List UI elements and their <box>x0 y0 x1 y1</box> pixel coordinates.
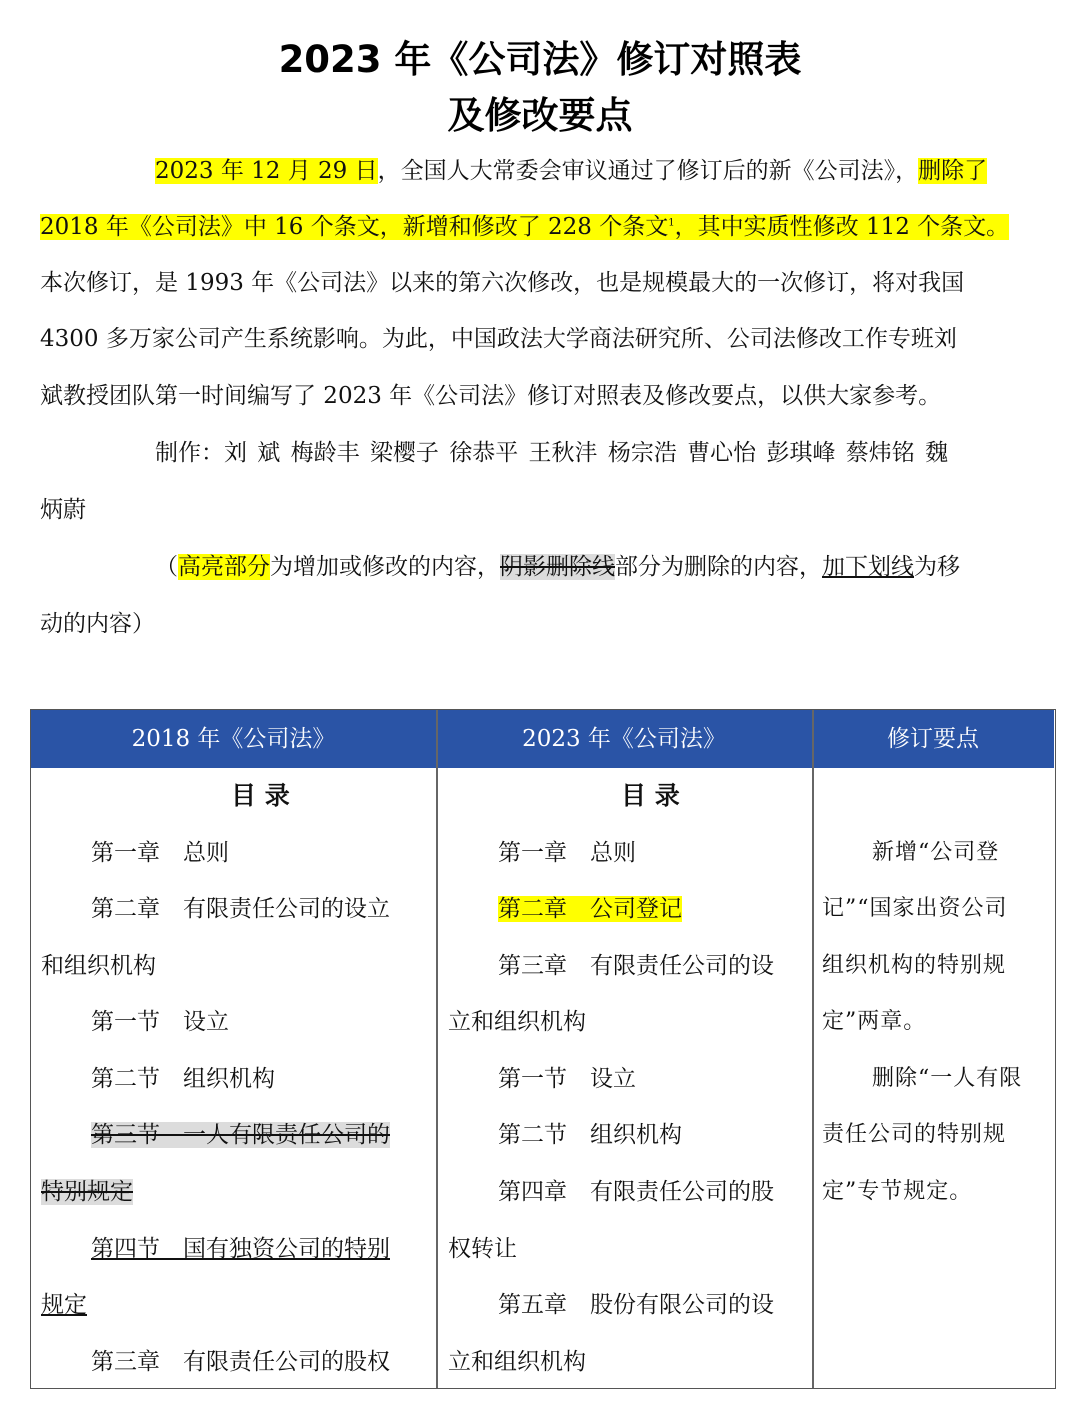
comparison-table <box>30 709 1056 1389</box>
legend-line-2: 动的内容） <box>40 611 155 637</box>
authors-line-2: 炳蔚 <box>40 497 86 523</box>
header-2023: 2023 年《公司法》 <box>522 726 726 752</box>
note-line: 组织机构的特别规 <box>822 953 1007 978</box>
toc-entry-added: 第二章 公司登记 <box>498 896 682 922</box>
toc-entry: 第一章 总则 <box>91 840 229 866</box>
toc-entry: 第四章 有限责任公司的股 <box>498 1179 774 1205</box>
note-line: 删除“一人有限 <box>872 1066 1023 1091</box>
toc-entry: 第三章 有限责任公司的设 <box>498 953 774 979</box>
toc-entry: 第三章 有限责任公司的股权 <box>91 1349 390 1375</box>
toc-entry: 第二节 组织机构 <box>498 1122 682 1148</box>
toc-entry: 和组织机构 <box>41 953 156 979</box>
toc-entry-moved: 规定 <box>41 1292 87 1318</box>
note-line: 责任公司的特别规 <box>822 1122 1007 1147</box>
toc-entry-deleted: 特别规定 <box>41 1179 133 1205</box>
footnote-mark: 1 <box>668 217 675 229</box>
toc-entry: 第一节 设立 <box>91 1009 229 1035</box>
highlight-date: 2023 年 12 月 29 日 <box>155 158 378 184</box>
table-header <box>31 710 1054 768</box>
legend-highlight: 高亮部分 <box>178 554 270 580</box>
highlight-stats: 2018 年《公司法》中 16 个条文，新增和修改了 228 个条文$^1$，其中实质性修改 112 个条文。 <box>40 214 1010 240</box>
toc-entry: 第二节 组织机构 <box>91 1066 275 1092</box>
toc-entry-deleted: 第三节 一人有限责任公司的 <box>91 1122 390 1148</box>
header-2018: 2018 年《公司法》 <box>131 726 336 752</box>
authors-line: 制作：刘 斌 梅龄丰 梁樱子 徐恭平 王秋沣 杨宗浩 曹心怡 彭琪峰 蔡炜铭 魏 <box>155 440 949 466</box>
toc-entry: 权转让 <box>448 1236 517 1262</box>
document-title-line1: 2023 年《公司法》修订对照表 <box>278 38 802 81</box>
legend-strikethrough: 阴影删除线 <box>500 554 615 580</box>
toc-entry-moved: 第四节 国有独资公司的特别 <box>91 1236 390 1262</box>
toc-heading: 目 录 <box>231 781 290 810</box>
legend-underline: 加下划线 <box>822 554 914 580</box>
toc-entry: 第一节 设立 <box>498 1066 636 1092</box>
note-line: 定”两章。 <box>822 1009 927 1034</box>
note-line: 定”专节规定。 <box>822 1179 973 1204</box>
toc-entry: 第一章 总则 <box>498 840 636 866</box>
legend-line-1: （高亮部分为增加或修改的内容，阴影删除线部分为删除的内容，加下划线为移 <box>155 554 960 580</box>
toc-heading: 目 录 <box>621 781 680 810</box>
note-line: 记”“国家出资公司 <box>822 896 1008 921</box>
intro-line-1 <box>40 143 1045 199</box>
note-line: 新增“公司登 <box>872 840 1000 865</box>
highlight-deleted: 删除了 <box>918 158 988 184</box>
column-divider <box>436 710 438 1388</box>
toc-entry: 第二章 有限责任公司的设立 <box>91 896 390 922</box>
toc-entry: 第五章 股份有限公司的设 <box>498 1292 774 1318</box>
toc-entry: 立和组织机构 <box>448 1349 586 1375</box>
intro-line-3: 本次修订，是 1993 年《公司法》以来的第六次修改，也是规模最大的一次修订，将对我国 <box>40 270 965 296</box>
intro-text: ，全国人大常委会审议通过了修订后的新《公司法》， <box>377 158 919 184</box>
intro-line-5: 斌教授团队第一时间编写了 2023 年《公司法》修订对照表及修改要点，以供大家参考。 <box>40 383 942 409</box>
intro-line-4: 4300 多万家公司产生系统影响。为此，中国政法大学商法研究所、公司法修改工作专班刘 <box>40 326 957 352</box>
intro-line-2 <box>40 199 1045 255</box>
document-title-line2: 及修改要点 <box>447 94 633 137</box>
header-notes: 修订要点 <box>887 726 979 752</box>
toc-entry: 立和组织机构 <box>448 1009 586 1035</box>
column-divider <box>812 710 814 1388</box>
